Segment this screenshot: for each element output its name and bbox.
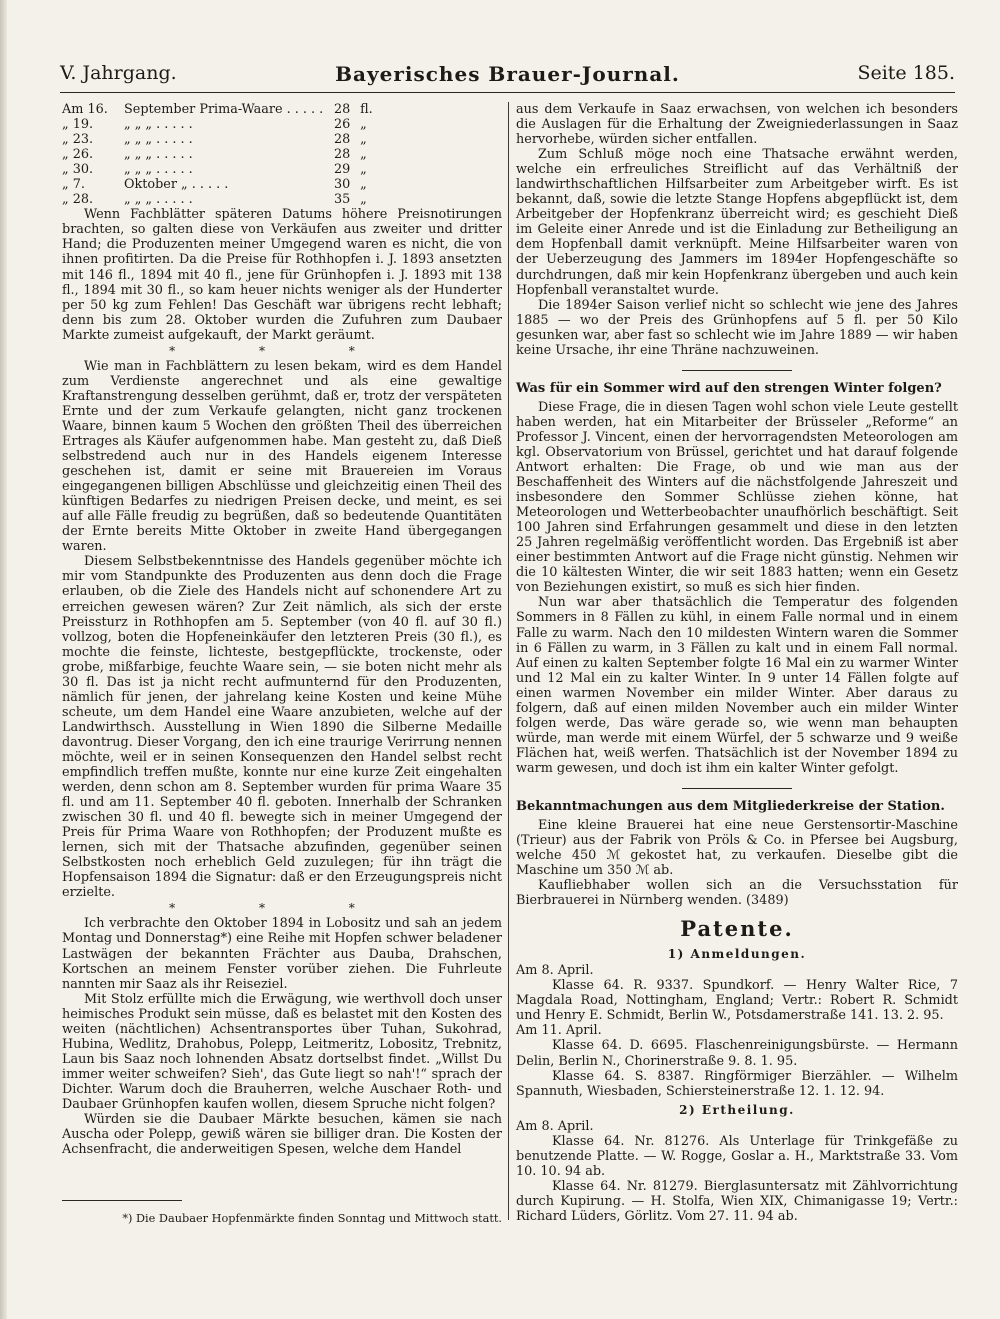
paragraph: Diesem Selbstbekenntnisse des Handels gegenüber möchte ich mir vom Standpunkte des Produzenten aus denn doch die Frage erlauben, ob die Ziele des Handels nicht auf schonendere Art zu erreichen gewesen wären? Zur Zeit nämlich, als sich der erste Preissturz in Rothhopfen am 5. September (von 40 fl. auf 30 fl.) vollzog, boten die Hopfeneinkäufer den letzteren Preis (30 fl.), es mochte die feinste, lichteste, bestgepflückte, trockenste, oder grobe, mißfarbige, feuchte Waare sein, — sie boten nicht mehr als 30 fl. Das ist ja nicht recht aufmunternd für den Produzenten, nämlich für jenen, der jahrelang keine Kosten und keine Mühe scheute, um dem Handel eine Waare anzubieten, welche auf der Landwirthsch. Ausstellung in Wien 1890 die Silberne Medaille davontrug. Dieser Vorgang, den ich eine traurige Verirrung nennen möchte, weil er in seinen Konsequenzen den Handel selbst recht empfindlich treffen mußte, konnte nur eine kurze Zeit eingehalten werden, denn schon am 8. September wurden für prima Waare 35 fl. und am 11. September 40 fl. geboten. Innerhalb der Schranken zwischen 30 fl. und 40 fl. bewegte sich in meiner Umgegend der Preis für Prima Waare von Rothhopfen; der Produzent mußte es lernen, sich mit der Thatsache abzufinden, gegenüber seinen Selbstkosten noch erheblich Geld zuzulegen; für ihn trägt die Hopfensaison 1894 die Signatur: daß er den Erzeugungspreis nicht erzielte. [62, 554, 502, 901]
price-row [62, 162, 502, 177]
patent-date: Am 11. April. [516, 1023, 602, 1039]
price-desc: „ „ „ . . . . . [124, 117, 193, 133]
volume-label: V. Jahrgang. [60, 62, 177, 84]
patent-date: Am 8. April. [516, 963, 594, 979]
price-unit: „ [360, 192, 367, 208]
price-date: „ 30. [62, 162, 94, 178]
price-desc: Oktober „ . . . . . [124, 177, 229, 193]
price-desc: „ „ „ . . . . . [124, 132, 193, 148]
column-divider [508, 102, 509, 1220]
paragraph: aus dem Verkaufe in Saaz erwachsen, von welchen ich besonders die Auslagen für die Erhaltung der Zweigniederlassungen in Saaz hervorhebe, würden sicher entfallen. [516, 102, 958, 148]
footnote-rule [62, 1200, 182, 1201]
paragraph: Ich verbrachte den Oktober 1894 in Lobositz und sah an jedem Montag und Donnerstag*) eine Reihe mit Hopfen schwer beladener Lastwägen der bekannten Frächter aus Dauba, Drahschen, Kortschen an meinem Fenster vorüber ziehen. Die Fuhrleute nannten mir Saaz als ihr Reiseziel. [62, 916, 502, 992]
footnote: *) Die Daubaer Hopfenmärkte finden Sonntag und Mittwoch statt. [122, 1212, 502, 1225]
patent-date: Am 8. April. [516, 1118, 594, 1134]
page-number: Seite 185. [857, 62, 955, 84]
right-column [516, 102, 958, 1224]
price-row [62, 177, 502, 192]
paragraph: Würden sie die Daubaer Märkte besuchen, kämen sie nach Auscha oder Polepp, gewiß wären sie billiger dran. Die Kosten der Achsenfracht, die anderweitigen Spesen, welche dem Handel [62, 1112, 502, 1158]
section-stars: * * * [169, 901, 395, 916]
patents-title: Patente. [680, 916, 794, 942]
header-rule [60, 92, 955, 93]
price-value: 29 [334, 162, 351, 178]
price-value: 26 [334, 117, 351, 133]
price-unit: „ [360, 177, 367, 193]
price-value: 35 [334, 192, 351, 208]
section-stars: * * * [169, 343, 395, 358]
section-rule [682, 370, 792, 371]
price-date: „ 23. [62, 132, 94, 148]
price-unit: „ [360, 132, 367, 148]
price-value: 28 [334, 132, 351, 148]
page-header [60, 58, 955, 92]
price-desc: „ „ „ . . . . . [124, 192, 193, 208]
paragraph: Diese Frage, die in diesen Tagen wohl schon viele Leute gestellt haben werden, hat ein Mitarbeiter der Brüsseler „Reforme“ an Professor J. Vincent, einen der hervorragendsten Meteorologen am kgl. Observatorium von Brüssel, gerichtet und hat darauf folgende Antwort erhalten: Die Frage, ob und wie man aus der Beschaffenheit des Winters auf die nächstfolgende Jahreszeit und insbesondere den Sommer Schlüsse ziehen könne, hat Meteorologen und Wetterbeobachter unaufhörlich beschäftigt. Seit 100 Jahren sind Erfahrungen gesammelt und diese in den letzten 25 Jahren regelmäßig veröffentlicht worden. Das Ergebniß ist aber einer bestimmten Antwort auf die Frage nicht günstig. Nehmen wir die 10 kältesten Winter, die wir seit 1883 hatten; wenn ein Gesetz von Beziehungen existirt, so muß es sich hier finden. [516, 399, 958, 596]
patent-entry: Klasse 64. Nr. 81276. Als Unterlage für Trinkgefäße zu benutzende Platte. — W. Rogge, Goslar a. H., Marktstraße 33. Vom 10. 10. 94 ab. [516, 1133, 958, 1179]
price-desc: „ „ „ . . . . . [124, 162, 193, 178]
price-unit: „ [360, 162, 367, 178]
price-value: 28 [334, 147, 351, 163]
price-row [62, 132, 502, 147]
price-value: 28 [334, 102, 351, 117]
paragraph: Die 1894er Saison verlief nicht so schlecht wie jene des Jahres 1885 — wo der Preis des Grünhopfens auf 5 fl. per 50 Kilo gesunken war, aber fast so schlecht wie im Jahre 1889 — wir haben keine Ursache, ihr eine Thräne nachzuweinen. [516, 297, 958, 358]
paragraph: Wie man in Fachblättern zu lesen bekam, wird es dem Handel zum Verdienste angerechnet und als eine gewaltige Kraftanstrengung desselben gerühmt, daß er, trotz der verspäteten Ernte und der zum Verkaufe gelangten, nicht ganz trockenen Waare, binnen kaum 5 Wochen den größten Theil des überreichen Ertrages als Käufer aufgenommen habe. Man gesteht zu, daß Dieß selbstredend auch nur in des Handels eigenem Interesse geschehen ist, damit er seine mit Brauereien im Voraus eingegangenen billigen Abschlüsse und gleichzeitig einen Theil des künftigen Bedarfes zu niedrigen Preisen decke, und meint, es sei auf alle Fälle freudig zu begrüßen, daß so bedeutende Quantitäten der Ernte bereits Mitte Oktober in zweite Hand übergegangen waren. [62, 358, 502, 555]
price-date: „ 26. [62, 147, 94, 163]
journal-title: Bayerisches Brauer-Journal. [335, 62, 680, 86]
price-row [62, 117, 502, 132]
paragraph: Zum Schluß möge noch eine Thatsache erwähnt werden, welche ein erfreuliches Streiflicht auf das Verhältniß der landwirthschaftlichen Hilfsarbeiter zum Arbeitgeber wirft. Es ist bekannt, daß, sowie die letzte Stange Hopfens abgepflückt ist, dem Arbeitgeber der Hopfenkranz überreicht wird; es geschieht Dieß im Geleite einer Anrede und ist die Einladung zur Betheiligung an dem Hopfenball damit verknüpft. Meine Hilfsarbeiter waren von der Ueberzeugung des Jammers im 1894er Hopfengeschäfte so durchdrungen, daß mir kein Hopfenkranz übergeben und auch kein Hopfenball veranstaltet wurde. [516, 147, 958, 298]
left-column [62, 102, 502, 1157]
patent-entry: Klasse 64. S. 8387. Ringförmiger Bierzähler. — Wilhelm Spannuth, Wiesbaden, Schiersteinerstraße 12. 1. 12. 94. [516, 1068, 958, 1099]
price-unit: fl. [360, 102, 373, 117]
section-heading: Was für ein Sommer wird auf den strengen Winter folgen? [516, 380, 942, 396]
price-date: „ 7. [62, 177, 85, 193]
price-desc: September Prima-Waare . . . . . [124, 102, 324, 117]
patent-entry: Klasse 64. R. 9337. Spundkorf. — Henry Walter Rice, 7 Magdala Road, Nottingham, England; Vertr.: Robert R. Schmidt und Henry E. Schmidt, Berlin W., Potsdamerstraße 141. 13. 2. 95. [516, 978, 958, 1024]
patents-subheading: 2) Ertheilung. [679, 1102, 795, 1117]
page-edge-shadow [0, 0, 7, 1319]
price-row [62, 102, 502, 117]
paragraph: Nun war aber thatsächlich die Temperatur des folgenden Sommers in 8 Fällen zu kühl, in einem Falle normal und in einem Falle zu warm. Nach den 10 mildesten Wintern waren die Sommer in 6 Fällen zu warm, in 3 Fällen zu kalt und in einem Fall normal. Auf einen zu kalten September folgte 16 Mal ein zu warmer Winter und 12 Mal ein zu kalter Winter. In 9 unter 14 Fällen folgte auf einen warmen November ein milder Winter. Aber daraus zu folgern, daß auf einen milden November auch ein milder Winter folgen werde, Das wäre gerade so, wie wenn man behaupten würde, man werde mit einem Würfel, der 5 schwarze und 9 weiße Flächen hat, weiß werfen. Thatsächlich ist der November 1894 zu warm gewesen, und doch ist ihm ein kalter Winter gefolgt. [516, 595, 958, 776]
price-unit: „ [360, 147, 367, 163]
paragraph: Eine kleine Brauerei hat eine neue Gerstensortir-Maschine (Trieur) aus der Fabrik von Pröls & Co. in Pfersee bei Augsburg, welche 450 ℳ gekostet hat, zu verkaufen. Dieselbe gibt die Maschine um 350 ℳ ab. [516, 817, 958, 879]
price-unit: „ [360, 117, 367, 133]
price-row [62, 147, 502, 162]
patent-entry: Klasse 64. D. 6695. Flaschenreinigungsbürste. — Hermann Delin, Berlin N., Chorinerstraße 9. 8. 1. 95. [516, 1038, 958, 1069]
patents-subheading: 1) Anmeldungen. [667, 947, 807, 962]
price-date: Am 16. [62, 102, 108, 117]
paragraph: Wenn Fachblätter späteren Datums höhere Preisnotirungen brachten, so galten diese von Verkäufen aus zweiter und dritter Hand; die Produzenten meiner Umgegend waren es nicht, die von ihnen profitirten. Da die Preise für Rothhopfen i. J. 1893 ansetzten mit 146 fl., 1894 mit 40 fl., jene für Grünhopfen i. J. 1893 mit 138 fl., 1894 mit 30 fl., so kam heuer nichts weniger als der Hunderter per 50 kg zum Fehlen! Das Geschäft war übrigens recht lebhaft; denn bis zum 28. Oktober wurden die Zufuhren zum Daubaer Markte zumeist aufgekauft, der Markt geräumt. [62, 207, 502, 343]
price-list [62, 102, 502, 207]
price-date: „ 28. [62, 192, 94, 208]
section-heading: Bekanntmachungen aus dem Mitgliederkreise der Station. [516, 798, 945, 814]
patent-entry: Klasse 64. Nr. 81279. Bierglasuntersatz mit Zählvorrichtung durch Kupirung. — H. Stolfa, Wien XIX, Chimanigasse 19; Vertr.: Richard Lüders, Görlitz. Vom 27. 11. 94 ab. [516, 1178, 958, 1224]
price-value: 30 [334, 177, 351, 193]
price-date: „ 19. [62, 117, 94, 133]
paragraph: Mit Stolz erfüllte mich die Erwägung, wie werthvoll doch unser heimisches Produkt sein müsse, daß es belastet mit den Kosten des weiten (nächtlichen) Achsentransportes über Tuhan, Sukohrad, Hubina, Wedlitz, Drahobus, Polepp, Leitmeritz, Lobositz, Trebnitz, Laun bis Saaz noch lohnenden Absatz dortselbst findet. „Willst Du immer weiter schweifen? Sieh', das Gute liegt so nah'!“ sprach der Dichter. Warum doch die Brauherren, welche Auschaer Roth- und Daubaer Grünhopfen kaufen wollen, diesem Spruche nicht folgen? [62, 991, 502, 1112]
price-row [62, 192, 502, 207]
price-desc: „ „ „ . . . . . [124, 147, 193, 163]
paragraph: Kaufliebhaber wollen sich an die Versuchsstation für Bierbrauerei in Nürnberg wenden. (3489) [516, 878, 958, 909]
section-rule [682, 788, 792, 789]
